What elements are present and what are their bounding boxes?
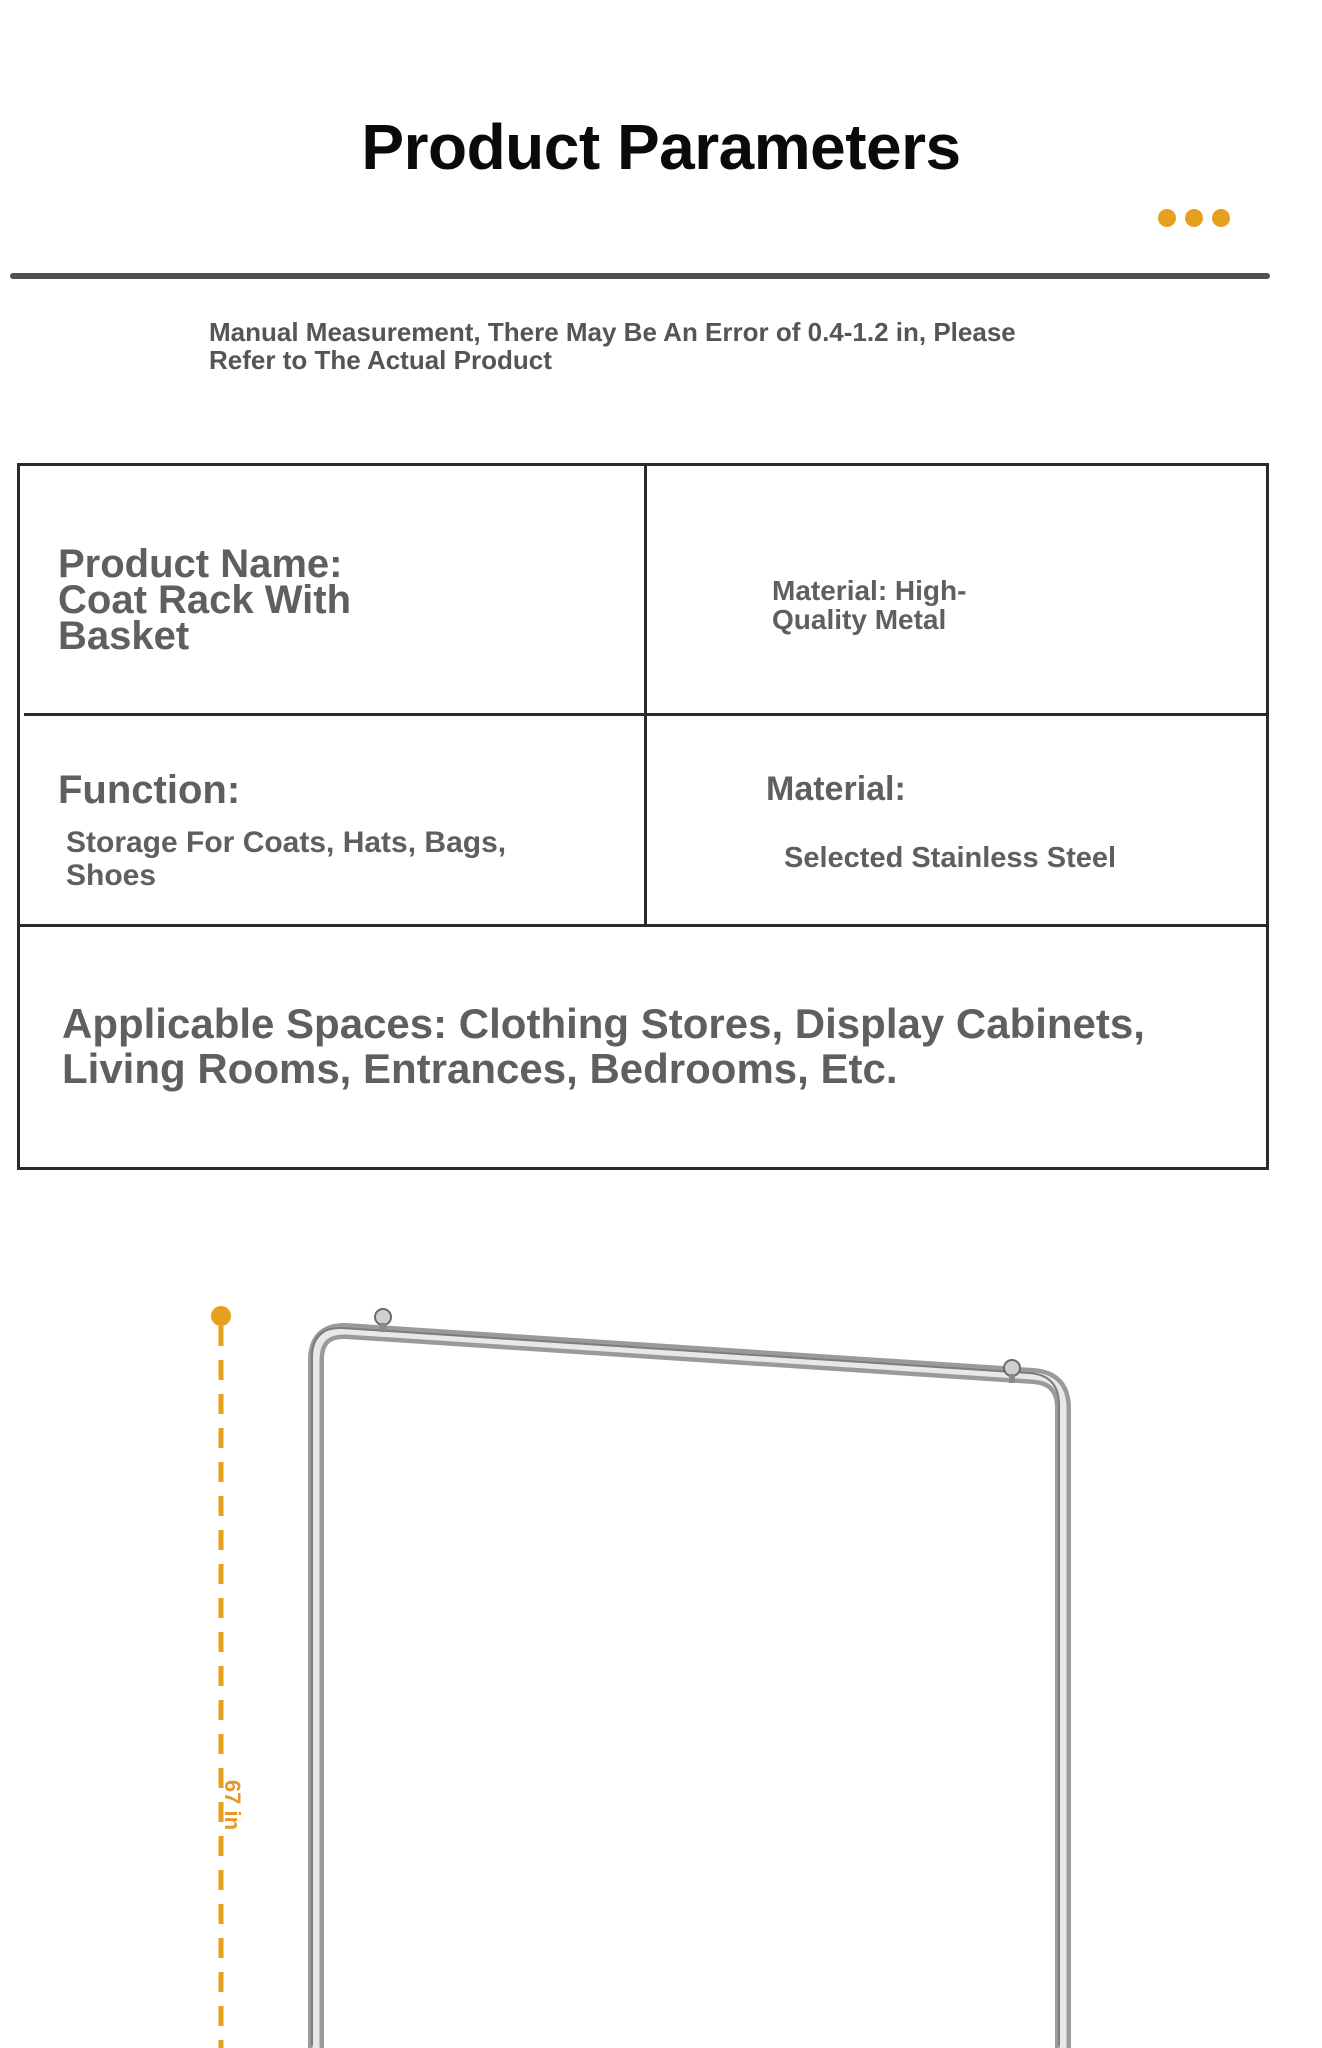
dot: [1212, 209, 1230, 227]
table-divider-row2: [20, 924, 1266, 927]
more-dots-icon: [1158, 209, 1230, 227]
rack-frame: [312, 1328, 1063, 2048]
coat-rack-illustration: [0, 1290, 1322, 2048]
dot: [1185, 209, 1203, 227]
divider: [10, 273, 1270, 279]
material-secondary-value: Selected Stainless Steel: [784, 842, 1117, 874]
spec-table: [17, 463, 1269, 1170]
function-label: Function:: [58, 768, 241, 812]
function-value: Storage For Coats, Hats, Bags, Shoes: [66, 826, 507, 892]
page-title: Product Parameters: [361, 111, 961, 183]
height-measurement-label: 67 in: [220, 1779, 245, 1831]
table-divider-row1: [24, 713, 1266, 716]
dot: [1158, 209, 1176, 227]
table-divider-vertical: [644, 466, 647, 924]
measurement-note: Manual Measurement, There May Be An Error of 0.4-1.2 in, Please Refer to The Actual Product: [209, 317, 1016, 375]
material-primary: Material: High-Quality Metal: [772, 575, 967, 635]
product-name: Product Name: Coat Rack With Basket: [58, 542, 352, 658]
material-secondary-label: Material:: [766, 770, 906, 808]
height-dimension-line: [211, 1306, 231, 2048]
applicable-spaces: Applicable Spaces: Clothing Stores, Display Cabinets, Living Rooms, Entrances, Bedrooms, Etc.: [62, 1000, 1145, 1092]
